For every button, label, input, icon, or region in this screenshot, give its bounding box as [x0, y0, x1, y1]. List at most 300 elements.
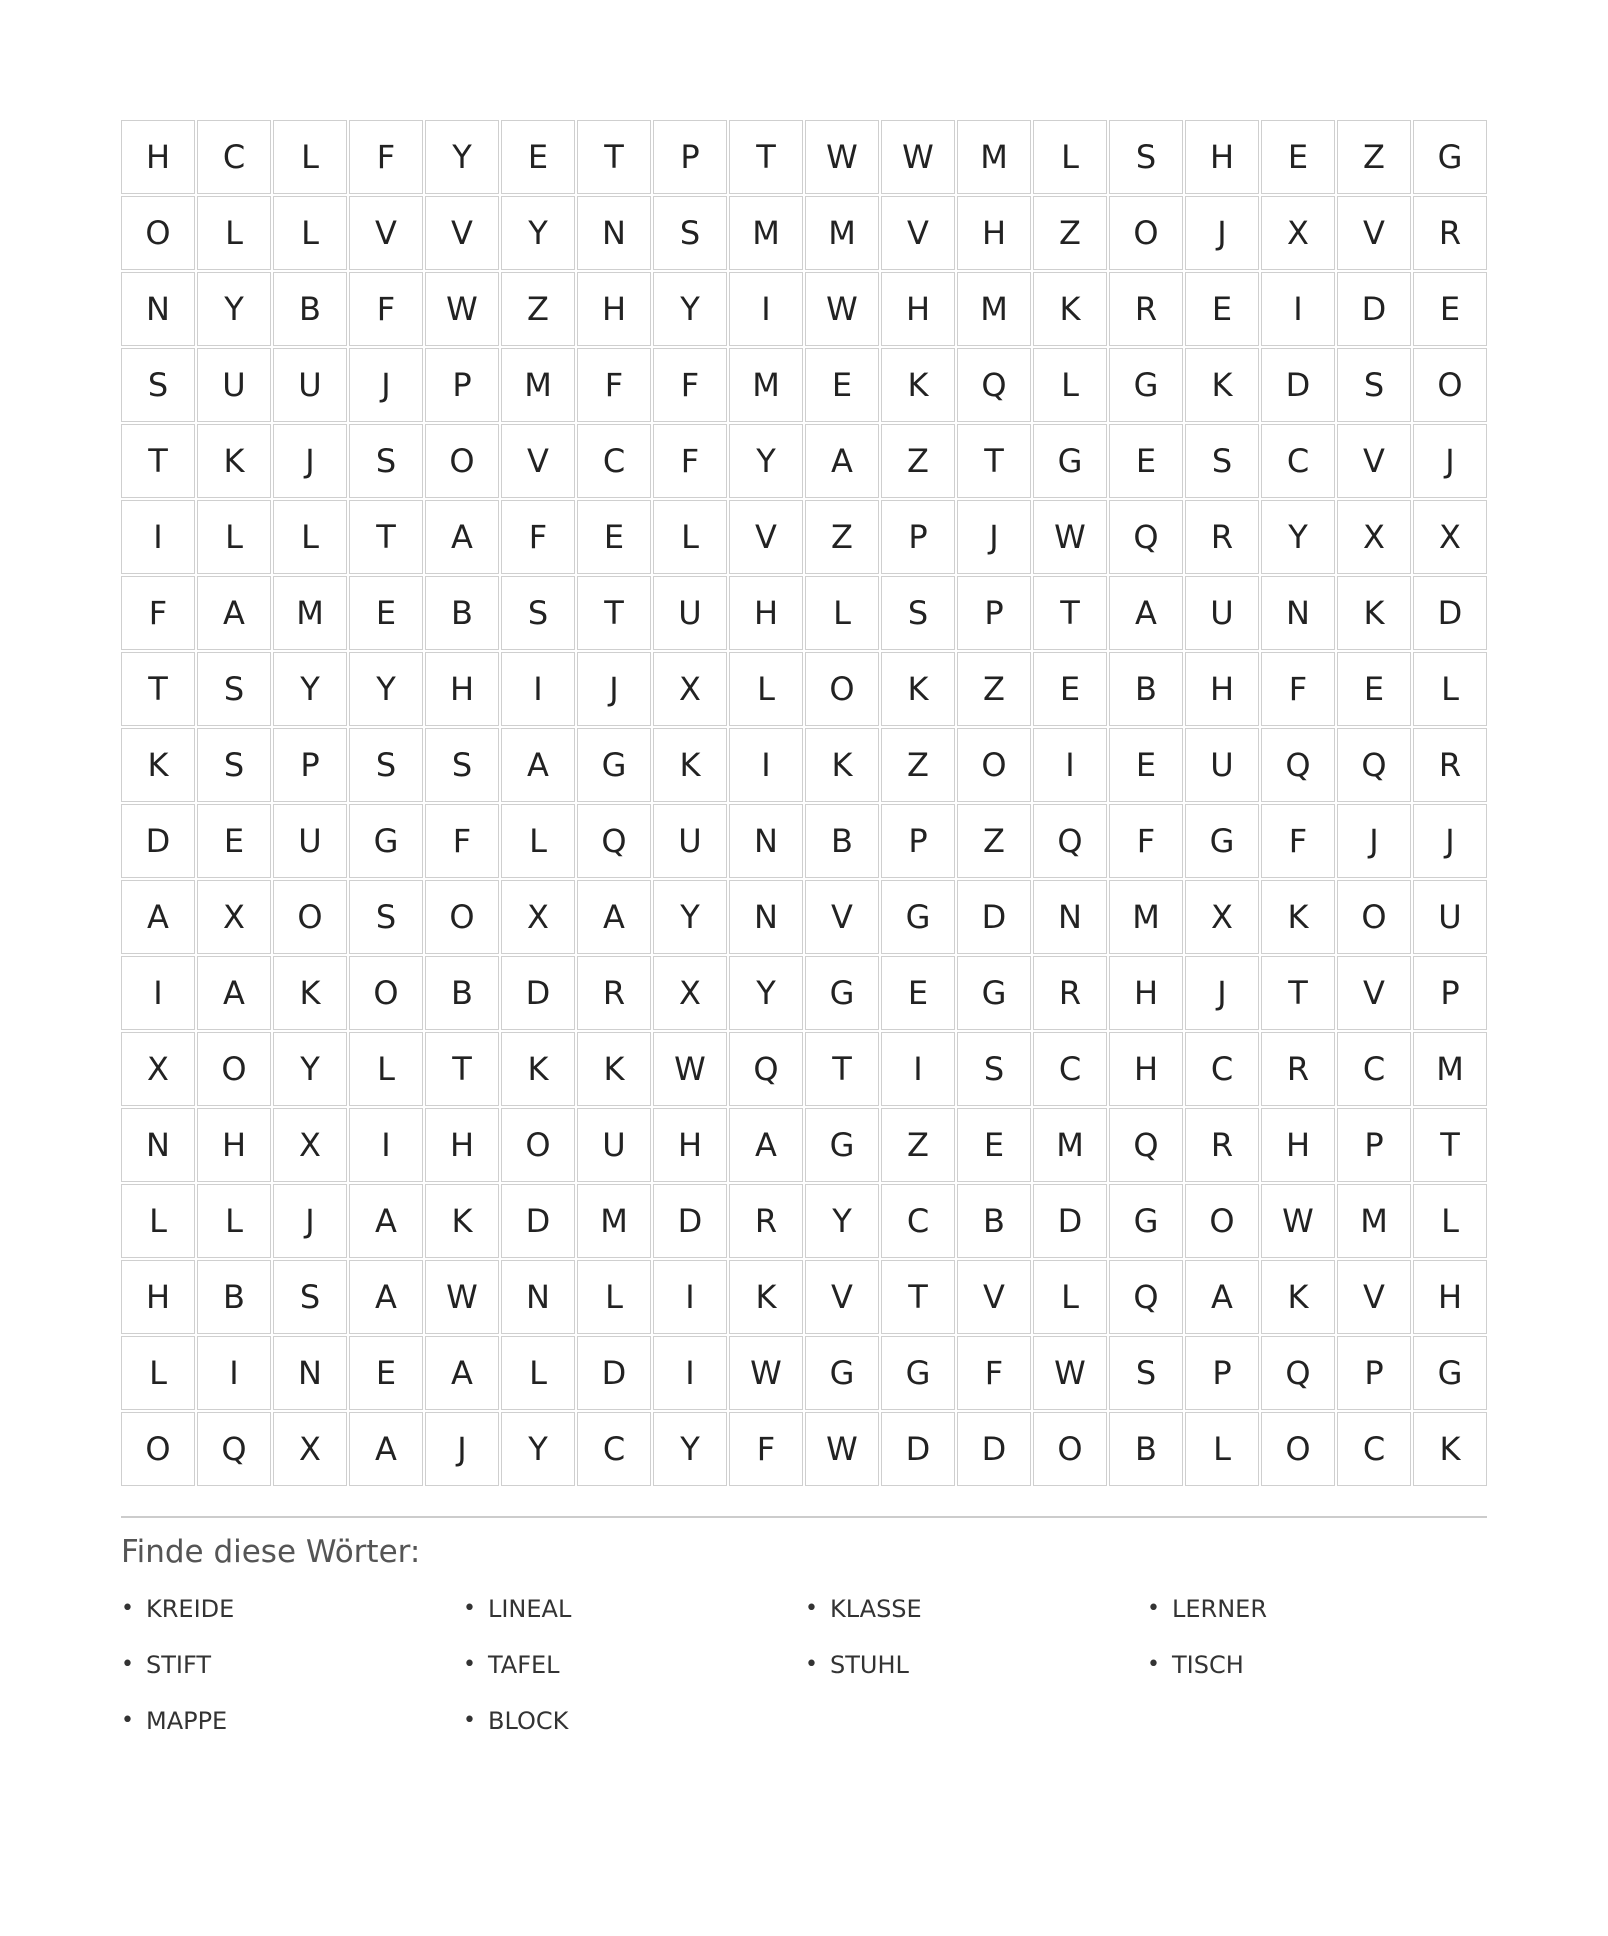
grid-cell[interactable]: I	[729, 728, 803, 802]
grid-cell[interactable]: K	[881, 652, 955, 726]
grid-cell[interactable]: D	[1261, 348, 1335, 422]
grid-cell[interactable]: N	[121, 1108, 195, 1182]
grid-cell[interactable]: I	[1033, 728, 1107, 802]
grid-cell[interactable]: M	[577, 1184, 651, 1258]
grid-cell[interactable]: Y	[273, 1032, 347, 1106]
grid-cell[interactable]: S	[1185, 424, 1259, 498]
grid-cell[interactable]: R	[1033, 956, 1107, 1030]
grid-cell[interactable]: L	[197, 196, 271, 270]
grid-cell[interactable]: E	[1185, 272, 1259, 346]
grid-cell[interactable]: H	[425, 1108, 499, 1182]
grid-cell[interactable]: B	[1109, 652, 1183, 726]
grid-cell[interactable]: T	[349, 500, 423, 574]
grid-cell[interactable]: Z	[957, 652, 1031, 726]
grid-cell[interactable]: A	[197, 576, 271, 650]
grid-cell[interactable]: Y	[197, 272, 271, 346]
grid-cell[interactable]: M	[729, 196, 803, 270]
grid-cell[interactable]: H	[1261, 1108, 1335, 1182]
grid-cell[interactable]: F	[1261, 652, 1335, 726]
grid-cell[interactable]: A	[425, 1336, 499, 1410]
grid-cell[interactable]: S	[197, 652, 271, 726]
grid-cell[interactable]: H	[1185, 120, 1259, 194]
grid-cell[interactable]: B	[197, 1260, 271, 1334]
grid-cell[interactable]: E	[1109, 424, 1183, 498]
grid-cell[interactable]: D	[501, 1184, 575, 1258]
grid-cell[interactable]: E	[1033, 652, 1107, 726]
grid-cell[interactable]: F	[729, 1412, 803, 1486]
grid-cell[interactable]: F	[653, 348, 727, 422]
grid-cell[interactable]: C	[1185, 1032, 1259, 1106]
grid-cell[interactable]: L	[197, 500, 271, 574]
grid-cell[interactable]: S	[349, 880, 423, 954]
grid-cell[interactable]: Y	[1261, 500, 1335, 574]
grid-cell[interactable]: D	[1337, 272, 1411, 346]
grid-cell[interactable]: I	[729, 272, 803, 346]
grid-cell[interactable]: K	[1185, 348, 1259, 422]
grid-cell[interactable]: Z	[1337, 120, 1411, 194]
grid-cell[interactable]: D	[653, 1184, 727, 1258]
grid-cell[interactable]: S	[653, 196, 727, 270]
grid-cell[interactable]: Z	[1033, 196, 1107, 270]
grid-cell[interactable]: Y	[501, 196, 575, 270]
grid-cell[interactable]: S	[1109, 1336, 1183, 1410]
grid-cell[interactable]: R	[1185, 500, 1259, 574]
grid-cell[interactable]: L	[273, 500, 347, 574]
grid-cell[interactable]: D	[957, 880, 1031, 954]
grid-cell[interactable]: F	[349, 120, 423, 194]
grid-cell[interactable]: O	[1337, 880, 1411, 954]
grid-cell[interactable]: F	[349, 272, 423, 346]
grid-cell[interactable]: H	[1109, 956, 1183, 1030]
grid-cell[interactable]: K	[425, 1184, 499, 1258]
grid-cell[interactable]: O	[349, 956, 423, 1030]
grid-cell[interactable]: F	[957, 1336, 1031, 1410]
grid-cell[interactable]: G	[349, 804, 423, 878]
grid-cell[interactable]: T	[881, 1260, 955, 1334]
grid-cell[interactable]: Y	[273, 652, 347, 726]
grid-cell[interactable]: T	[1033, 576, 1107, 650]
grid-cell[interactable]: B	[425, 576, 499, 650]
grid-cell[interactable]: E	[1109, 728, 1183, 802]
grid-cell[interactable]: O	[121, 1412, 195, 1486]
grid-cell[interactable]: J	[1185, 196, 1259, 270]
grid-cell[interactable]: H	[957, 196, 1031, 270]
grid-cell[interactable]: I	[1261, 272, 1335, 346]
grid-cell[interactable]: Q	[1109, 1108, 1183, 1182]
grid-cell[interactable]: Q	[1033, 804, 1107, 878]
grid-cell[interactable]: Q	[1109, 500, 1183, 574]
grid-cell[interactable]: O	[1033, 1412, 1107, 1486]
grid-cell[interactable]: D	[501, 956, 575, 1030]
grid-cell[interactable]: V	[881, 196, 955, 270]
grid-cell[interactable]: M	[1109, 880, 1183, 954]
grid-cell[interactable]: K	[1033, 272, 1107, 346]
grid-cell[interactable]: P	[425, 348, 499, 422]
grid-cell[interactable]: P	[881, 500, 955, 574]
grid-cell[interactable]: L	[349, 1032, 423, 1106]
grid-cell[interactable]: Q	[577, 804, 651, 878]
grid-cell[interactable]: N	[577, 196, 651, 270]
grid-cell[interactable]: O	[1413, 348, 1487, 422]
grid-cell[interactable]: Y	[653, 880, 727, 954]
grid-cell[interactable]: U	[1185, 576, 1259, 650]
grid-cell[interactable]: K	[273, 956, 347, 1030]
grid-cell[interactable]: O	[1261, 1412, 1335, 1486]
grid-cell[interactable]: Z	[957, 804, 1031, 878]
grid-cell[interactable]: N	[1261, 576, 1335, 650]
grid-cell[interactable]: N	[729, 804, 803, 878]
grid-cell[interactable]: U	[197, 348, 271, 422]
grid-cell[interactable]: X	[653, 956, 727, 1030]
grid-cell[interactable]: M	[501, 348, 575, 422]
grid-cell[interactable]: E	[805, 348, 879, 422]
grid-cell[interactable]: C	[1261, 424, 1335, 498]
grid-cell[interactable]: Y	[653, 1412, 727, 1486]
grid-cell[interactable]: L	[273, 196, 347, 270]
grid-cell[interactable]: S	[501, 576, 575, 650]
grid-cell[interactable]: H	[577, 272, 651, 346]
grid-cell[interactable]: E	[349, 1336, 423, 1410]
grid-cell[interactable]: W	[805, 1412, 879, 1486]
grid-cell[interactable]: G	[1185, 804, 1259, 878]
grid-cell[interactable]: O	[1185, 1184, 1259, 1258]
grid-cell[interactable]: F	[425, 804, 499, 878]
grid-cell[interactable]: S	[197, 728, 271, 802]
grid-cell[interactable]: H	[121, 1260, 195, 1334]
grid-cell[interactable]: N	[729, 880, 803, 954]
grid-cell[interactable]: H	[1185, 652, 1259, 726]
grid-cell[interactable]: K	[1413, 1412, 1487, 1486]
grid-cell[interactable]: Y	[425, 120, 499, 194]
grid-cell[interactable]: T	[1261, 956, 1335, 1030]
grid-cell[interactable]: G	[1109, 1184, 1183, 1258]
grid-cell[interactable]: U	[1185, 728, 1259, 802]
grid-cell[interactable]: W	[729, 1336, 803, 1410]
grid-cell[interactable]: I	[501, 652, 575, 726]
grid-cell[interactable]: J	[577, 652, 651, 726]
grid-cell[interactable]: F	[1261, 804, 1335, 878]
grid-cell[interactable]: Q	[957, 348, 1031, 422]
grid-cell[interactable]: G	[881, 880, 955, 954]
grid-cell[interactable]: T	[121, 652, 195, 726]
grid-cell[interactable]: W	[425, 272, 499, 346]
grid-cell[interactable]: L	[197, 1184, 271, 1258]
grid-cell[interactable]: A	[1185, 1260, 1259, 1334]
grid-cell[interactable]: E	[957, 1108, 1031, 1182]
grid-cell[interactable]: V	[501, 424, 575, 498]
grid-cell[interactable]: R	[1413, 196, 1487, 270]
grid-cell[interactable]: O	[1109, 196, 1183, 270]
grid-cell[interactable]: J	[1185, 956, 1259, 1030]
grid-cell[interactable]: L	[805, 576, 879, 650]
grid-cell[interactable]: Q	[1109, 1260, 1183, 1334]
grid-cell[interactable]: P	[957, 576, 1031, 650]
grid-cell[interactable]: K	[121, 728, 195, 802]
grid-cell[interactable]: D	[577, 1336, 651, 1410]
grid-cell[interactable]: E	[1413, 272, 1487, 346]
grid-cell[interactable]: J	[273, 424, 347, 498]
grid-cell[interactable]: T	[577, 576, 651, 650]
grid-cell[interactable]: X	[1261, 196, 1335, 270]
grid-cell[interactable]: E	[1337, 652, 1411, 726]
grid-cell[interactable]: L	[653, 500, 727, 574]
grid-cell[interactable]: R	[1109, 272, 1183, 346]
grid-cell[interactable]: A	[197, 956, 271, 1030]
grid-cell[interactable]: I	[121, 956, 195, 1030]
grid-cell[interactable]: K	[729, 1260, 803, 1334]
grid-cell[interactable]: M	[273, 576, 347, 650]
grid-cell[interactable]: J	[1413, 424, 1487, 498]
grid-cell[interactable]: Y	[501, 1412, 575, 1486]
grid-cell[interactable]: L	[121, 1184, 195, 1258]
grid-cell[interactable]: X	[1185, 880, 1259, 954]
grid-cell[interactable]: L	[729, 652, 803, 726]
grid-cell[interactable]: D	[957, 1412, 1031, 1486]
grid-cell[interactable]: W	[805, 272, 879, 346]
grid-cell[interactable]: K	[653, 728, 727, 802]
grid-cell[interactable]: M	[805, 196, 879, 270]
grid-cell[interactable]: Q	[1261, 1336, 1335, 1410]
grid-cell[interactable]: A	[121, 880, 195, 954]
grid-cell[interactable]: O	[197, 1032, 271, 1106]
grid-cell[interactable]: V	[805, 880, 879, 954]
grid-cell[interactable]: R	[1185, 1108, 1259, 1182]
grid-cell[interactable]: T	[805, 1032, 879, 1106]
grid-cell[interactable]: T	[121, 424, 195, 498]
grid-cell[interactable]: N	[1033, 880, 1107, 954]
grid-cell[interactable]: I	[121, 500, 195, 574]
grid-cell[interactable]: G	[805, 956, 879, 1030]
grid-cell[interactable]: E	[349, 576, 423, 650]
grid-cell[interactable]: G	[805, 1108, 879, 1182]
grid-cell[interactable]: V	[1337, 196, 1411, 270]
grid-cell[interactable]: X	[653, 652, 727, 726]
grid-cell[interactable]: K	[501, 1032, 575, 1106]
grid-cell[interactable]: K	[1261, 1260, 1335, 1334]
grid-cell[interactable]: K	[1261, 880, 1335, 954]
grid-cell[interactable]: L	[1185, 1412, 1259, 1486]
grid-cell[interactable]: Y	[653, 272, 727, 346]
grid-cell[interactable]: W	[425, 1260, 499, 1334]
grid-cell[interactable]: R	[1261, 1032, 1335, 1106]
grid-cell[interactable]: O	[501, 1108, 575, 1182]
grid-cell[interactable]: C	[1337, 1032, 1411, 1106]
grid-cell[interactable]: D	[121, 804, 195, 878]
grid-cell[interactable]: S	[425, 728, 499, 802]
grid-cell[interactable]: S	[121, 348, 195, 422]
grid-cell[interactable]: S	[273, 1260, 347, 1334]
grid-cell[interactable]: G	[1033, 424, 1107, 498]
grid-cell[interactable]: Q	[729, 1032, 803, 1106]
grid-cell[interactable]: F	[121, 576, 195, 650]
grid-cell[interactable]: C	[881, 1184, 955, 1258]
grid-cell[interactable]: H	[1413, 1260, 1487, 1334]
grid-cell[interactable]: M	[957, 272, 1031, 346]
grid-cell[interactable]: U	[653, 804, 727, 878]
grid-cell[interactable]: S	[881, 576, 955, 650]
grid-cell[interactable]: P	[653, 120, 727, 194]
grid-cell[interactable]: W	[1033, 500, 1107, 574]
grid-cell[interactable]: Y	[729, 424, 803, 498]
grid-cell[interactable]: M	[1033, 1108, 1107, 1182]
grid-cell[interactable]: H	[653, 1108, 727, 1182]
grid-cell[interactable]: J	[349, 348, 423, 422]
grid-cell[interactable]: K	[197, 424, 271, 498]
grid-cell[interactable]: X	[1413, 500, 1487, 574]
grid-cell[interactable]: G	[1413, 120, 1487, 194]
grid-cell[interactable]: X	[121, 1032, 195, 1106]
grid-cell[interactable]: G	[881, 1336, 955, 1410]
grid-cell[interactable]: O	[273, 880, 347, 954]
grid-cell[interactable]: H	[197, 1108, 271, 1182]
grid-cell[interactable]: H	[881, 272, 955, 346]
grid-cell[interactable]: J	[425, 1412, 499, 1486]
grid-cell[interactable]: Z	[881, 424, 955, 498]
grid-cell[interactable]: U	[273, 348, 347, 422]
grid-cell[interactable]: Z	[805, 500, 879, 574]
grid-cell[interactable]: T	[729, 120, 803, 194]
grid-cell[interactable]: E	[501, 120, 575, 194]
grid-cell[interactable]: R	[577, 956, 651, 1030]
grid-cell[interactable]: K	[805, 728, 879, 802]
grid-cell[interactable]: U	[653, 576, 727, 650]
grid-cell[interactable]: G	[1109, 348, 1183, 422]
grid-cell[interactable]: J	[957, 500, 1031, 574]
grid-cell[interactable]: C	[197, 120, 271, 194]
grid-cell[interactable]: L	[1033, 348, 1107, 422]
grid-cell[interactable]: X	[197, 880, 271, 954]
grid-cell[interactable]: F	[501, 500, 575, 574]
grid-cell[interactable]: M	[1337, 1184, 1411, 1258]
grid-cell[interactable]: M	[957, 120, 1031, 194]
grid-cell[interactable]: D	[1413, 576, 1487, 650]
grid-cell[interactable]: M	[1413, 1032, 1487, 1106]
grid-cell[interactable]: B	[957, 1184, 1031, 1258]
grid-cell[interactable]: X	[273, 1412, 347, 1486]
grid-cell[interactable]: F	[577, 348, 651, 422]
grid-cell[interactable]: C	[577, 424, 651, 498]
grid-cell[interactable]: L	[1413, 1184, 1487, 1258]
grid-cell[interactable]: F	[653, 424, 727, 498]
grid-cell[interactable]: B	[273, 272, 347, 346]
grid-cell[interactable]: K	[1337, 576, 1411, 650]
grid-cell[interactable]: R	[1413, 728, 1487, 802]
grid-cell[interactable]: O	[121, 196, 195, 270]
grid-cell[interactable]: P	[273, 728, 347, 802]
grid-cell[interactable]: W	[805, 120, 879, 194]
grid-cell[interactable]: P	[1413, 956, 1487, 1030]
grid-cell[interactable]: G	[805, 1336, 879, 1410]
grid-cell[interactable]: T	[425, 1032, 499, 1106]
grid-cell[interactable]: Q	[1261, 728, 1335, 802]
grid-cell[interactable]: I	[349, 1108, 423, 1182]
grid-cell[interactable]: V	[425, 196, 499, 270]
grid-cell[interactable]: L	[1413, 652, 1487, 726]
grid-cell[interactable]: O	[425, 424, 499, 498]
grid-cell[interactable]: A	[501, 728, 575, 802]
grid-cell[interactable]: L	[577, 1260, 651, 1334]
grid-cell[interactable]: T	[957, 424, 1031, 498]
grid-cell[interactable]: X	[1337, 500, 1411, 574]
grid-cell[interactable]: W	[1033, 1336, 1107, 1410]
grid-cell[interactable]: Z	[881, 1108, 955, 1182]
grid-cell[interactable]: I	[653, 1260, 727, 1334]
grid-cell[interactable]: O	[805, 652, 879, 726]
grid-cell[interactable]: G	[957, 956, 1031, 1030]
grid-cell[interactable]: V	[805, 1260, 879, 1334]
grid-cell[interactable]: A	[349, 1260, 423, 1334]
grid-cell[interactable]: J	[273, 1184, 347, 1258]
grid-cell[interactable]: K	[577, 1032, 651, 1106]
grid-cell[interactable]: A	[349, 1412, 423, 1486]
grid-cell[interactable]: W	[1261, 1184, 1335, 1258]
grid-cell[interactable]: A	[349, 1184, 423, 1258]
grid-cell[interactable]: K	[881, 348, 955, 422]
grid-cell[interactable]: I	[197, 1336, 271, 1410]
grid-cell[interactable]: R	[729, 1184, 803, 1258]
grid-cell[interactable]: L	[1033, 120, 1107, 194]
grid-cell[interactable]: W	[881, 120, 955, 194]
grid-cell[interactable]: Q	[197, 1412, 271, 1486]
grid-cell[interactable]: C	[1033, 1032, 1107, 1106]
grid-cell[interactable]: Y	[805, 1184, 879, 1258]
grid-cell[interactable]: L	[273, 120, 347, 194]
grid-cell[interactable]: S	[1109, 120, 1183, 194]
grid-cell[interactable]: A	[1109, 576, 1183, 650]
grid-cell[interactable]: V	[1337, 424, 1411, 498]
grid-cell[interactable]: S	[1337, 348, 1411, 422]
grid-cell[interactable]: H	[425, 652, 499, 726]
grid-cell[interactable]: B	[425, 956, 499, 1030]
grid-cell[interactable]: S	[349, 728, 423, 802]
grid-cell[interactable]: E	[197, 804, 271, 878]
grid-cell[interactable]: S	[349, 424, 423, 498]
grid-cell[interactable]: B	[805, 804, 879, 878]
grid-cell[interactable]: A	[729, 1108, 803, 1182]
grid-cell[interactable]: A	[577, 880, 651, 954]
grid-cell[interactable]: X	[501, 880, 575, 954]
grid-cell[interactable]: Q	[1337, 728, 1411, 802]
grid-cell[interactable]: E	[1261, 120, 1335, 194]
grid-cell[interactable]: Z	[881, 728, 955, 802]
grid-cell[interactable]: H	[729, 576, 803, 650]
grid-cell[interactable]: C	[1337, 1412, 1411, 1486]
grid-cell[interactable]: L	[501, 1336, 575, 1410]
grid-cell[interactable]: T	[577, 120, 651, 194]
grid-cell[interactable]: E	[577, 500, 651, 574]
grid-cell[interactable]: H	[121, 120, 195, 194]
grid-cell[interactable]: L	[1033, 1260, 1107, 1334]
grid-cell[interactable]: P	[1185, 1336, 1259, 1410]
grid-cell[interactable]: E	[881, 956, 955, 1030]
grid-cell[interactable]: A	[805, 424, 879, 498]
grid-cell[interactable]: P	[1337, 1336, 1411, 1410]
grid-cell[interactable]: Z	[501, 272, 575, 346]
grid-cell[interactable]: U	[273, 804, 347, 878]
grid-cell[interactable]: U	[1413, 880, 1487, 954]
grid-cell[interactable]: V	[349, 196, 423, 270]
grid-cell[interactable]: I	[881, 1032, 955, 1106]
grid-cell[interactable]: L	[501, 804, 575, 878]
grid-cell[interactable]: F	[1109, 804, 1183, 878]
grid-cell[interactable]: N	[121, 272, 195, 346]
grid-cell[interactable]: X	[273, 1108, 347, 1182]
grid-cell[interactable]: Y	[729, 956, 803, 1030]
grid-cell[interactable]: U	[577, 1108, 651, 1182]
grid-cell[interactable]: V	[729, 500, 803, 574]
grid-cell[interactable]: I	[653, 1336, 727, 1410]
grid-cell[interactable]: D	[881, 1412, 955, 1486]
